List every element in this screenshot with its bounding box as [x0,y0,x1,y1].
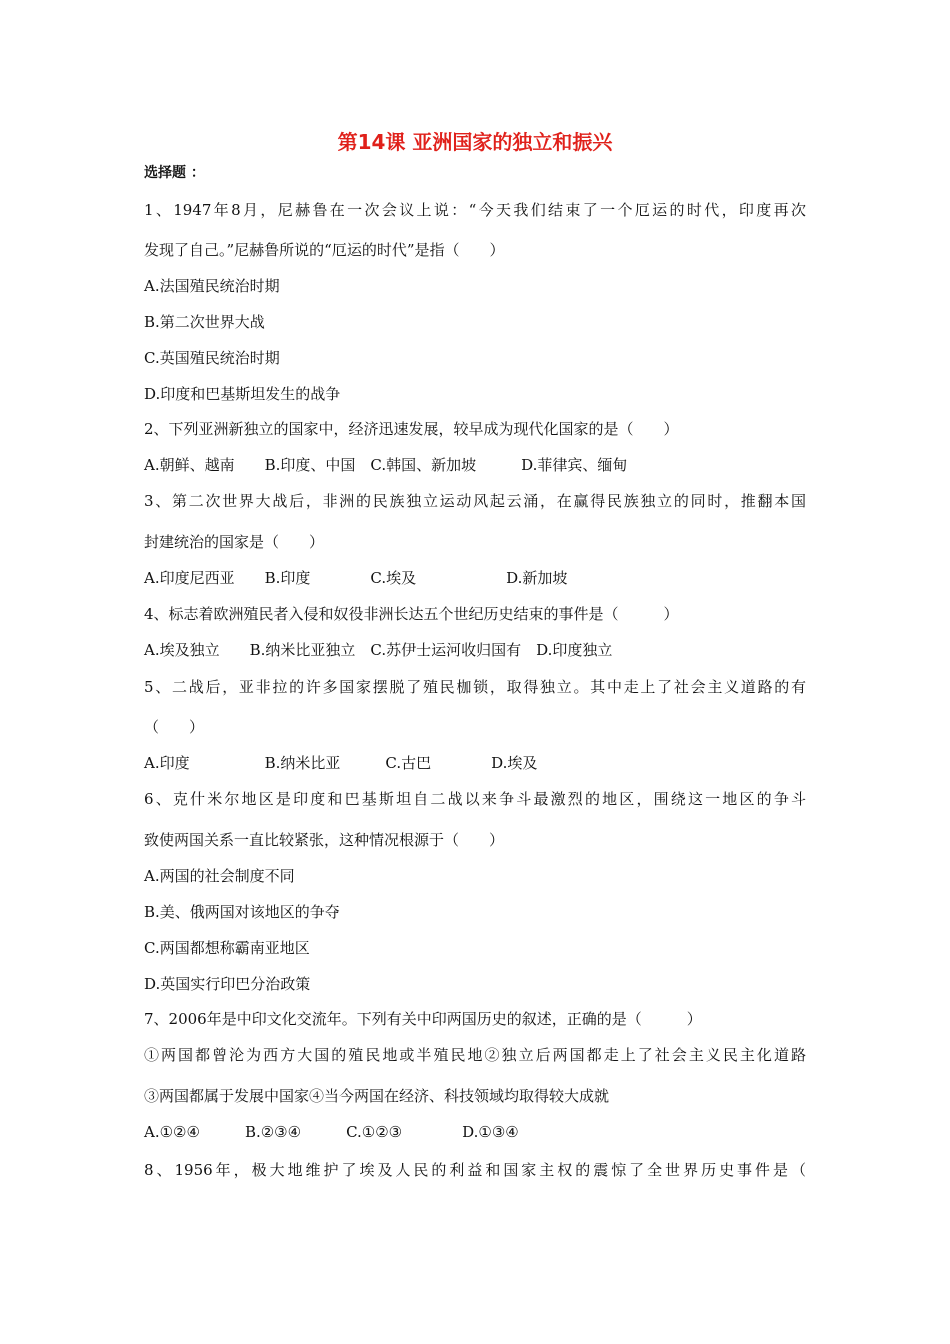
text-line: 致使两国关系一直比较紧张，这种情况根源于（ ） [144,831,505,849]
text-line: A.印度尼西亚 B.印度 C.埃及 D.新加坡 [144,569,568,587]
text-line: ③两国都属于发展中国家④当今两国在经济、科技领域均取得较大成就 [144,1087,610,1105]
page-title: 第14课 亚洲国家的独立和振兴 [337,130,613,154]
section-label: 选择题 ： [144,165,205,181]
text-line: B.美、俄两国对该地区的争夺 [144,903,340,921]
text-line: A.印度 B.纳米比亚 C.古巴 D.埃及 [144,754,538,772]
text-line: 1、1947年8月，尼赫鲁在一次会议上说：“今天我们结束了一个厄运的时代，印度再次 [144,201,806,219]
text-line: 3、第二次世界大战后，非洲的民族独立运动风起云涌，在赢得民族独立的同时，推翻本国 [144,492,806,510]
text-line: A.①②④ B.②③④ C.①②③ D.①③④ [144,1123,519,1141]
text-line: A.法国殖民统治时期 [144,277,280,295]
text-line: 2、下列亚洲新独立的国家中，经济迅速发展，较早成为现代化国家的是（ ） [144,420,679,438]
text-line: （ ） [144,718,205,736]
text-line: 4、标志着欧洲殖民者入侵和奴役非洲长达五个世纪历史结束的事件是（ ） [144,605,679,623]
text-line: 发现了自己。”尼赫鲁所说的“厄运的时代”是指（ ） [144,241,505,259]
text-line: 7、2006年是中印文化交流年。下列有关中印两国历史的叙述，正确的是（ ） [144,1010,702,1028]
text-line: 6、克什米尔地区是印度和巴基斯坦自二战以来争斗最激烈的地区，围绕这一地区的争斗 [144,790,806,808]
text-line: D.印度和巴基斯坦发生的战争 [144,385,341,403]
text-line: A.朝鲜、越南 B.印度、中国 C.韩国、新加坡 D.菲律宾、缅甸 [144,456,628,474]
text-line: 8、1956年，极大地维护了埃及人民的利益和国家主权的震惊了全世界历史事件是（ [144,1161,806,1179]
text-line: 5、二战后，亚非拉的许多国家摆脱了殖民枷锁，取得独立。其中走上了社会主义道路的有 [144,678,806,696]
text-line: 封建统治的国家是（ ） [144,533,325,551]
text-line: A.埃及独立 B.纳米比亚独立 C.苏伊士运河收归国有 D.印度独立 [144,641,613,659]
text-line: C.两国都想称霸南亚地区 [144,939,310,957]
text-line: ①两国都曾沦为西方大国的殖民地或半殖民地②独立后两国都走上了社会主义民主化道路 [144,1046,806,1064]
text-line: C.英国殖民统治时期 [144,349,280,367]
text-line: A.两国的社会制度不同 [144,867,295,885]
text-line: D.英国实行印巴分治政策 [144,975,311,993]
text-line: B.第二次世界大战 [144,313,265,331]
